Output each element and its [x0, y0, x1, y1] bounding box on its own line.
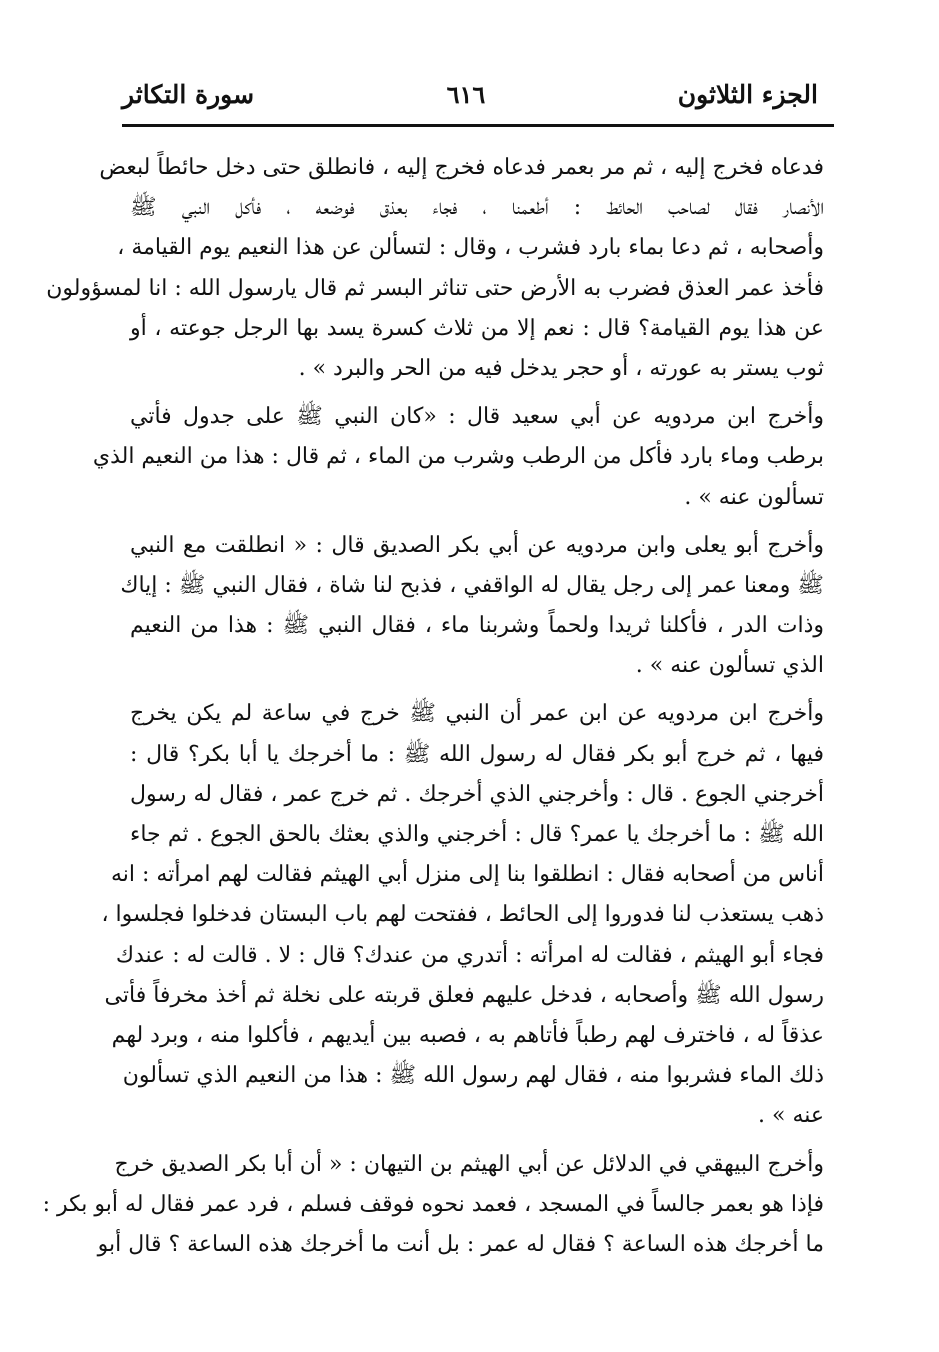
text-line: ذلك الماء فشربوا منه ، فقال لهم رسول الله ﷺ : هذا من النعيم الذي تسألون — [122, 1063, 824, 1089]
text-line: فجاء أبو الهيثم ، فقالت له امرأته : أتدري من عندك؟ قال : لا . قالت له : عندك — [115, 942, 824, 968]
text-line: فيها ، ثم خرج أبو بكر فقال له رسول الله ﷺ : ما أخرجك يا أبا بكر؟ قال : — [130, 741, 824, 767]
paragraph-gap — [130, 389, 824, 397]
text-line: ثوب يستر به عورته ، أو حجر يدخل فيه من الحر والبرد » . — [298, 355, 824, 381]
paragraph-gap — [130, 686, 824, 694]
text-line: عذقاً له ، فاخترف لهم رطباً فأتاهم به ، فصبه بين أيديهم ، فأكلوا منه ، وبرد لهم — [111, 1022, 824, 1048]
text-line: برطب وماء بارد فأكل من الرطب وشرب من الماء ، ثم قال : هذا من النعيم الذي — [92, 444, 824, 470]
text-line: ﷺ ومعنا عمر إلى رجل يقال له الواقفي ، فذبح لنا شاة ، فقال النبي ﷺ : إياك — [120, 572, 824, 598]
text-line: عنه » . — [758, 1103, 824, 1129]
part-title: الجزء الثلاثون — [677, 79, 818, 109]
header-rule — [122, 124, 834, 127]
text-line: فدعاه فخرج إليه ، ثم مر بعمر فدعاه فخرج إليه ، فانطلق حتى دخل حائطاً لبعض — [99, 155, 824, 180]
text-line: رسول الله ﷺ وأصحابه ، فدخل عليهم فعلق قربته على نخلة ثم أخذ مخرفاً فأتى — [104, 982, 824, 1008]
text-line: الذي تسألون عنه » . — [635, 653, 824, 679]
text-line: الله ﷺ : ما أخرجك يا عمر؟ قال : أخرجني والذي بعثك بالحق الجوع . ثم جاء — [130, 822, 824, 847]
text-line: وأخرج أبو يعلى وابن مردويه عن أبي بكر الصديق قال : « انطلقت مع النبي — [130, 532, 824, 558]
text-line: الأنصار فقال لصاحب الحائط : أطعمنا ، فجاء بعذق فوضعه ، فأكل النبي ﷺ — [130, 195, 824, 221]
text-line: ما أخرجك هذه الساعة ؟ فقال له عمر : بل أنت ما أخرجك هذه الساعة ؟ قال أبو — [97, 1231, 824, 1257]
text-line: فإذا هو بعمر جالساً في المسجد ، فعمد نحوه فوقف فسلم ، فرد عمر فقال له أبو بكر : — [42, 1191, 824, 1217]
surah-title: سورة التكاثر — [122, 79, 255, 109]
text-line: أناس من أصحابه فقال : انطلقوا بنا إلى منزل أبي الهيثم فقالت لهم امرأته : انه — [110, 862, 824, 888]
text-line: عن هذا يوم القيامة؟ قال : نعم إلا من ثلاث كسرة يسد بها الرجل جوعته ، أو — [130, 315, 824, 341]
text-line: فأخذ عمر العذق فضرب به الأرض حتى تناثر البسر ثم قال يارسول الله : انا لمسؤولون — [46, 275, 824, 301]
text-line: أخرجني الجوع . قال : وأخرجني الذي أخرجك . ثم خرج عمر ، فقال له رسول — [130, 781, 824, 807]
paragraph-gap — [130, 518, 824, 526]
text-line: وذات الدر ، فأكلنا ثريدا ولحماً وشربنا ماء ، فقال النبي ﷺ : هذا من النعيم — [130, 613, 824, 639]
page-body — [42, 148, 824, 1265]
text-line: وأخرج ابن مردويه عن أبي سعيد قال : «كان النبي ﷺ على جدول فأتي — [130, 404, 824, 430]
text-line: تسألون عنه » . — [684, 484, 824, 510]
page-header — [122, 70, 818, 118]
text-line: وأخرج ابن مردويه عن ابن عمر أن النبي ﷺ خرج في ساعة لم يكن يخرج — [130, 701, 824, 727]
text-line: ذهب يستعذب لنا فدوروا إلى الحائط ، ففتحت لهم باب البستان فدخلوا فجلسوا ، — [101, 902, 824, 928]
text-line: وأصحابه ، ثم دعا بماء بارد فشرب ، وقال : لتسألن عن هذا النعيم يوم القيامة ، — [117, 235, 824, 261]
text-line: وأخرج البيهقي في الدلائل عن أبي الهيثم بن التيهان : « أن أبا بكر الصديق خرج — [114, 1151, 824, 1177]
paragraph-gap — [130, 1137, 824, 1145]
page-number: ٦١٦ — [446, 79, 486, 109]
